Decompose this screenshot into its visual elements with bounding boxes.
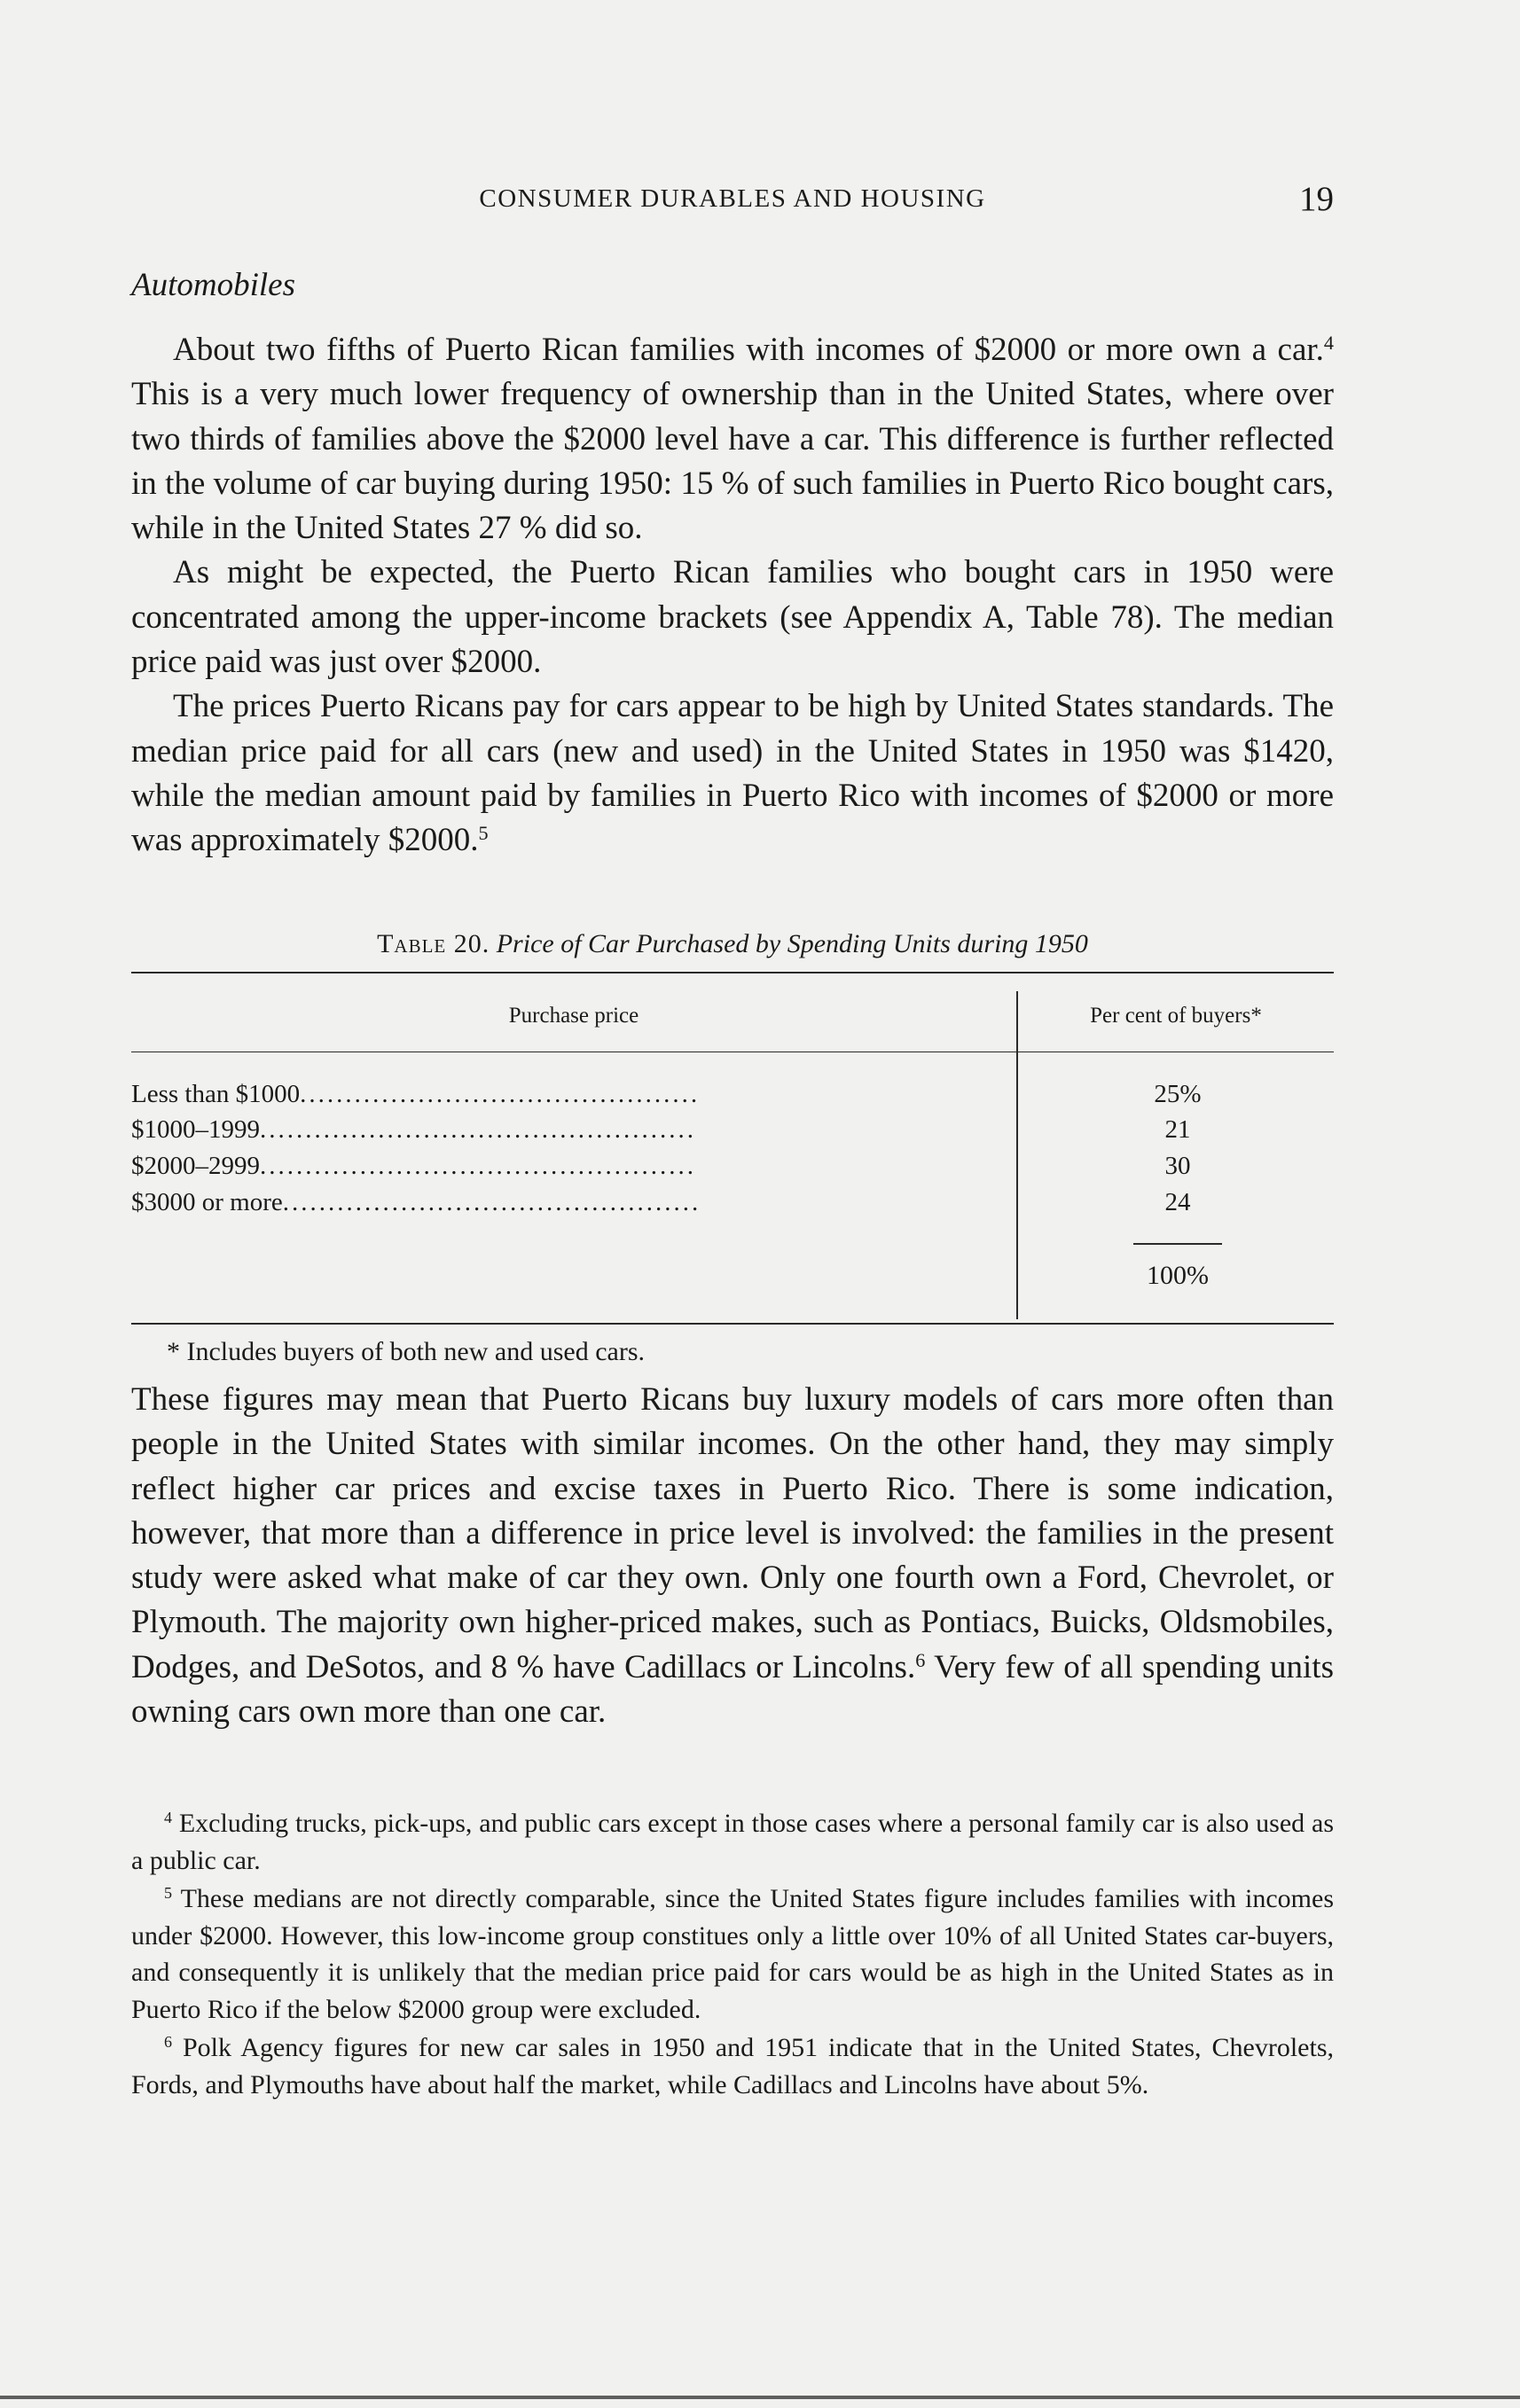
footnote <box>131 1805 1334 1879</box>
paragraph: These figures may mean that Puerto Ricans buy luxury models of cars more often than people in the United States with similar incomes. On the other hand, they may simply reflect higher car prices and excise taxes in Puerto Rico. There is some indication, however, that more than a difference in price level is involved: the families in the present study were asked what make of car they own. Only one fourth own a Ford, Chevrolet, or Plymouth. The majority own higher-priced makes, such as Pontiacs, Buicks, Oldsmobiles, Dodges, and DeSotos, and 8 % have Cadillacs or Lincolns.$^6$ Very few of all spending units owning cars own more than one car. <box>131 1381 1334 1731</box>
footnote-text: Excluding trucks, pick-ups, and public cars except in those cases where a personal family car is also used as a public car. <box>131 1809 1334 1875</box>
footnote-text: Polk Agency figures for new car sales in 1950 and 1951 indicate that in the United States, Chevrolets, Fords, and Plymouths have about half the market, while Cadillacs and Lincolns have about 5%. <box>131 2033 1334 2099</box>
paragraph: As might be expected, the Puerto Rican families who bought cars in 1950 were concentrated among the upper-income brackets (see Appendix A, Table 78). The median price paid was just over $2000. <box>131 554 1334 681</box>
footnote-ref: 4 <box>1323 331 1334 354</box>
leader-dots: ................................................ <box>260 1152 696 1180</box>
footnote <box>131 2029 1334 2103</box>
table-row <box>131 1188 1334 1224</box>
row-value: 21 <box>1164 1115 1191 1144</box>
table-row <box>131 1115 1334 1151</box>
paragraph: About two fifths of Puerto Rican families with incomes of $2000 or more own a car.$^4$ This is a very much lower frequency of ownership than in the United States, where over two thirds of families above the $2000 level have a car. This difference is further reflected in the volume of car buying during 1950: 15 % of such families in Puerto Rico bought cars, while in the United States 27 % did so. <box>131 331 1334 547</box>
footnote <box>131 1880 1334 2028</box>
table-row <box>131 1080 1334 1115</box>
row-value: 25% <box>1154 1080 1202 1108</box>
leader-dots: ................................................ <box>260 1115 696 1144</box>
footnote-number: 6 <box>164 2033 172 2052</box>
row-label: $3000 or more <box>131 1188 283 1216</box>
price-table <box>131 972 1334 1325</box>
table-title: Price of Car Purchased by Spending Units during 1950 <box>496 929 1088 958</box>
row-label: $2000–2999 <box>131 1152 260 1180</box>
table-bottom-rule <box>131 1323 1334 1325</box>
table-total: 100% <box>1147 1261 1209 1290</box>
footnote-ref: 5 <box>478 822 489 845</box>
table-label: Table 20. <box>377 929 490 958</box>
sum-rule <box>1133 1243 1222 1245</box>
leader-dots: .............................................. <box>282 1188 701 1216</box>
column-header-per-cent: Per cent of buyers* <box>1090 1004 1262 1028</box>
row-value: 30 <box>1164 1152 1191 1180</box>
footnote-number: 4 <box>164 1809 172 1827</box>
footnote-number: 5 <box>164 1884 172 1903</box>
body-text-top <box>131 328 1334 864</box>
page-header <box>131 180 1334 229</box>
page-number: 19 <box>1299 180 1334 218</box>
leader-dots: ............................................ <box>300 1080 701 1108</box>
column-header-purchase-price: Purchase price <box>508 1004 639 1028</box>
table-caption <box>131 929 1334 959</box>
footnote-text: These medians are not directly comparable, since the United States figure includes families with incomes under $2000. However, this low-income group constitues only a little over 10% of all United States car-buyers, and consequently it is unlikely that the median price paid for cars would be as high in the United States as in Puerto Rico if the below $2000 group were excluded. <box>131 1884 1334 2024</box>
paragraph: The prices Puerto Ricans pay for cars appear to be high by United States standards. The median price paid for all cars (new and used) in the United States in 1950 was $1420, while the median amount paid by families in Puerto Rico with incomes of $2000 or more was approximately $2000.$^5$ <box>131 688 1334 859</box>
footnotes <box>131 1805 1334 2105</box>
running-head: CONSUMER DURABLES AND HOUSING <box>479 184 986 213</box>
table-top-rule <box>131 972 1334 973</box>
table-row <box>131 1152 1334 1187</box>
row-label: Less than $1000 <box>131 1080 301 1108</box>
row-value: 24 <box>1164 1188 1191 1216</box>
row-label: $1000–1999 <box>131 1115 260 1144</box>
body-text-bottom <box>131 1378 1334 1734</box>
section-heading: Automobiles <box>131 267 295 303</box>
footnote-ref: 6 <box>915 1648 926 1671</box>
table-note: * Includes buyers of both new and used cars. <box>167 1337 646 1366</box>
